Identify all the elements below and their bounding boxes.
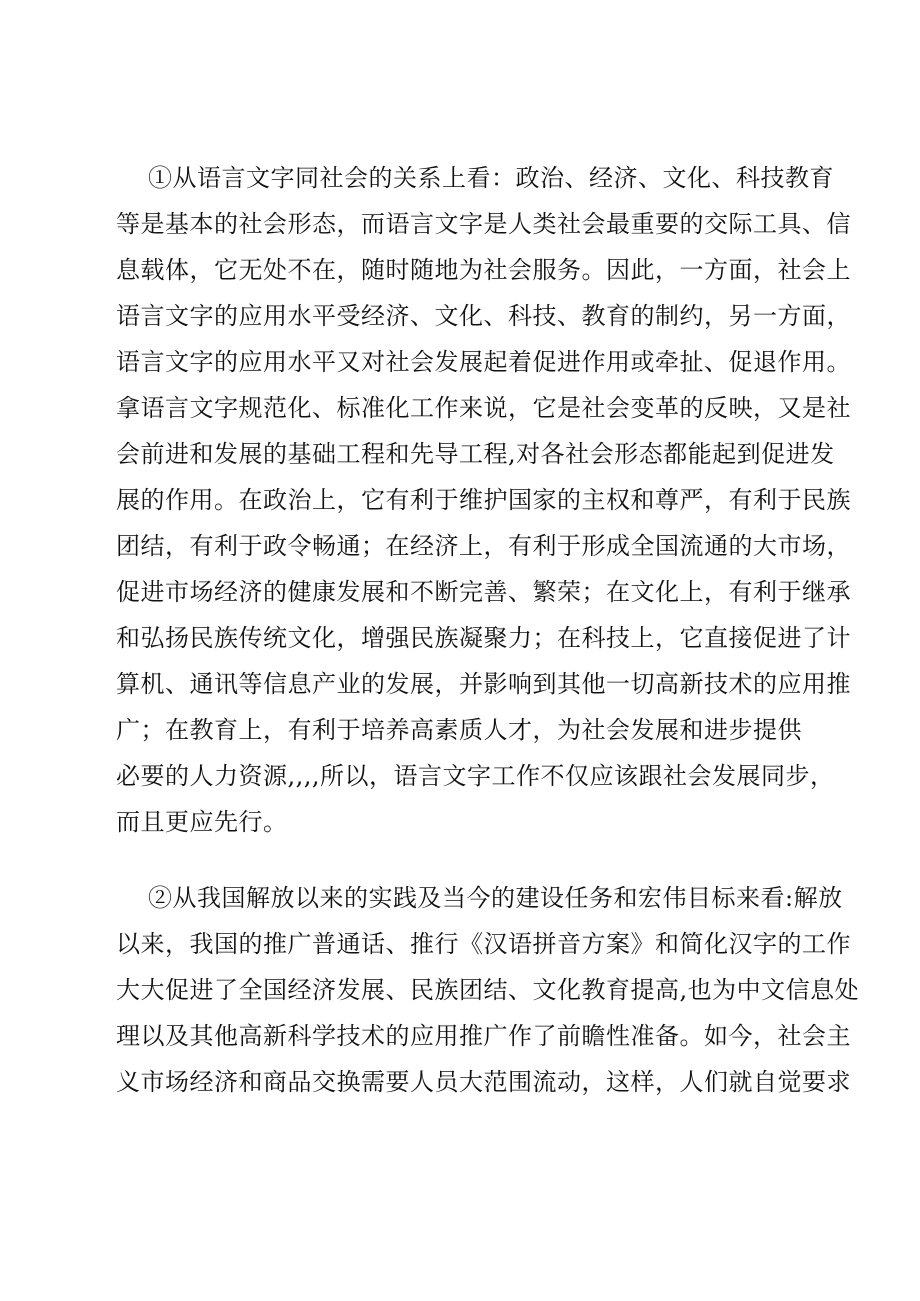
paragraph-line: 和弘扬民族传统文化，增强民族凝聚力；在科技上，它直接促进了计 (116, 624, 851, 652)
paragraph-1 (116, 155, 851, 845)
paragraph-line: 等是基本的社会形态，而语言文字是人类社会最重要的交际工具、信 (116, 210, 851, 238)
paragraph-line: 广；在教育上，有利于培养高素质人才，为社会发展和进步提供 (116, 716, 802, 744)
paragraph-line: 义市场经济和商品交换需要人员大范围流动，这样，人们就自觉要求 (116, 1068, 851, 1096)
paragraph-line: 会前进和发展的基础工程和先导工程,对各社会形态都能起到促进发 (116, 440, 835, 468)
paragraph-line: 大大促进了全国经济发展、民族团结、文化教育提高,也为中文信息处 (116, 976, 860, 1004)
paragraph-line: 理以及其他高新科学技术的应用推广作了前瞻性准备。如今，社会主 (116, 1022, 851, 1050)
paragraph-line: ①从语言文字同社会的关系上看：政治、经济、文化、科技教育 (148, 164, 834, 192)
paragraph-line: 息载体，它无处不在，随时随地为社会服务。因此，一方面，社会上 (116, 256, 851, 284)
paragraph-2 (116, 875, 860, 1105)
paragraph-line: 算机、通讯等信息产业的发展，并影响到其他一切高新技术的应用推 (116, 670, 851, 698)
paragraph-line: 展的作用。在政治上，它有利于维护国家的主权和尊严，有利于民族 (116, 486, 851, 514)
paragraph-line: 以来，我国的推广普通话、推行《汉语拼音方案》和简化汉字的工作 (116, 930, 851, 958)
paragraph-line: 拿语言文字规范化、标准化工作来说，它是社会变革的反映，又是社 (116, 394, 851, 422)
paragraph-line: 促进市场经济的健康发展和不断完善、繁荣；在文化上，有利于继承 (116, 578, 851, 606)
paragraph-line: 语言文字的应用水平受经济、文化、科技、教育的制约，另一方面， (116, 302, 851, 330)
paragraph-line: 而且更应先行。 (116, 808, 288, 836)
paragraph-line: ②从我国解放以来的实践及当今的建设任务和宏伟目标来看:解放 (148, 884, 843, 912)
paragraph-line: 团结，有利于政令畅通；在经济上，有利于形成全国流通的大市场， (116, 532, 851, 560)
paragraph-line: 必要的人力资源,,,,所以，语言文字工作不仅应该跟社会发展同步， (116, 762, 835, 790)
paragraph-line: 语言文字的应用水平又对社会发展起着促进作用或牵扯、促退作用。 (116, 348, 851, 376)
